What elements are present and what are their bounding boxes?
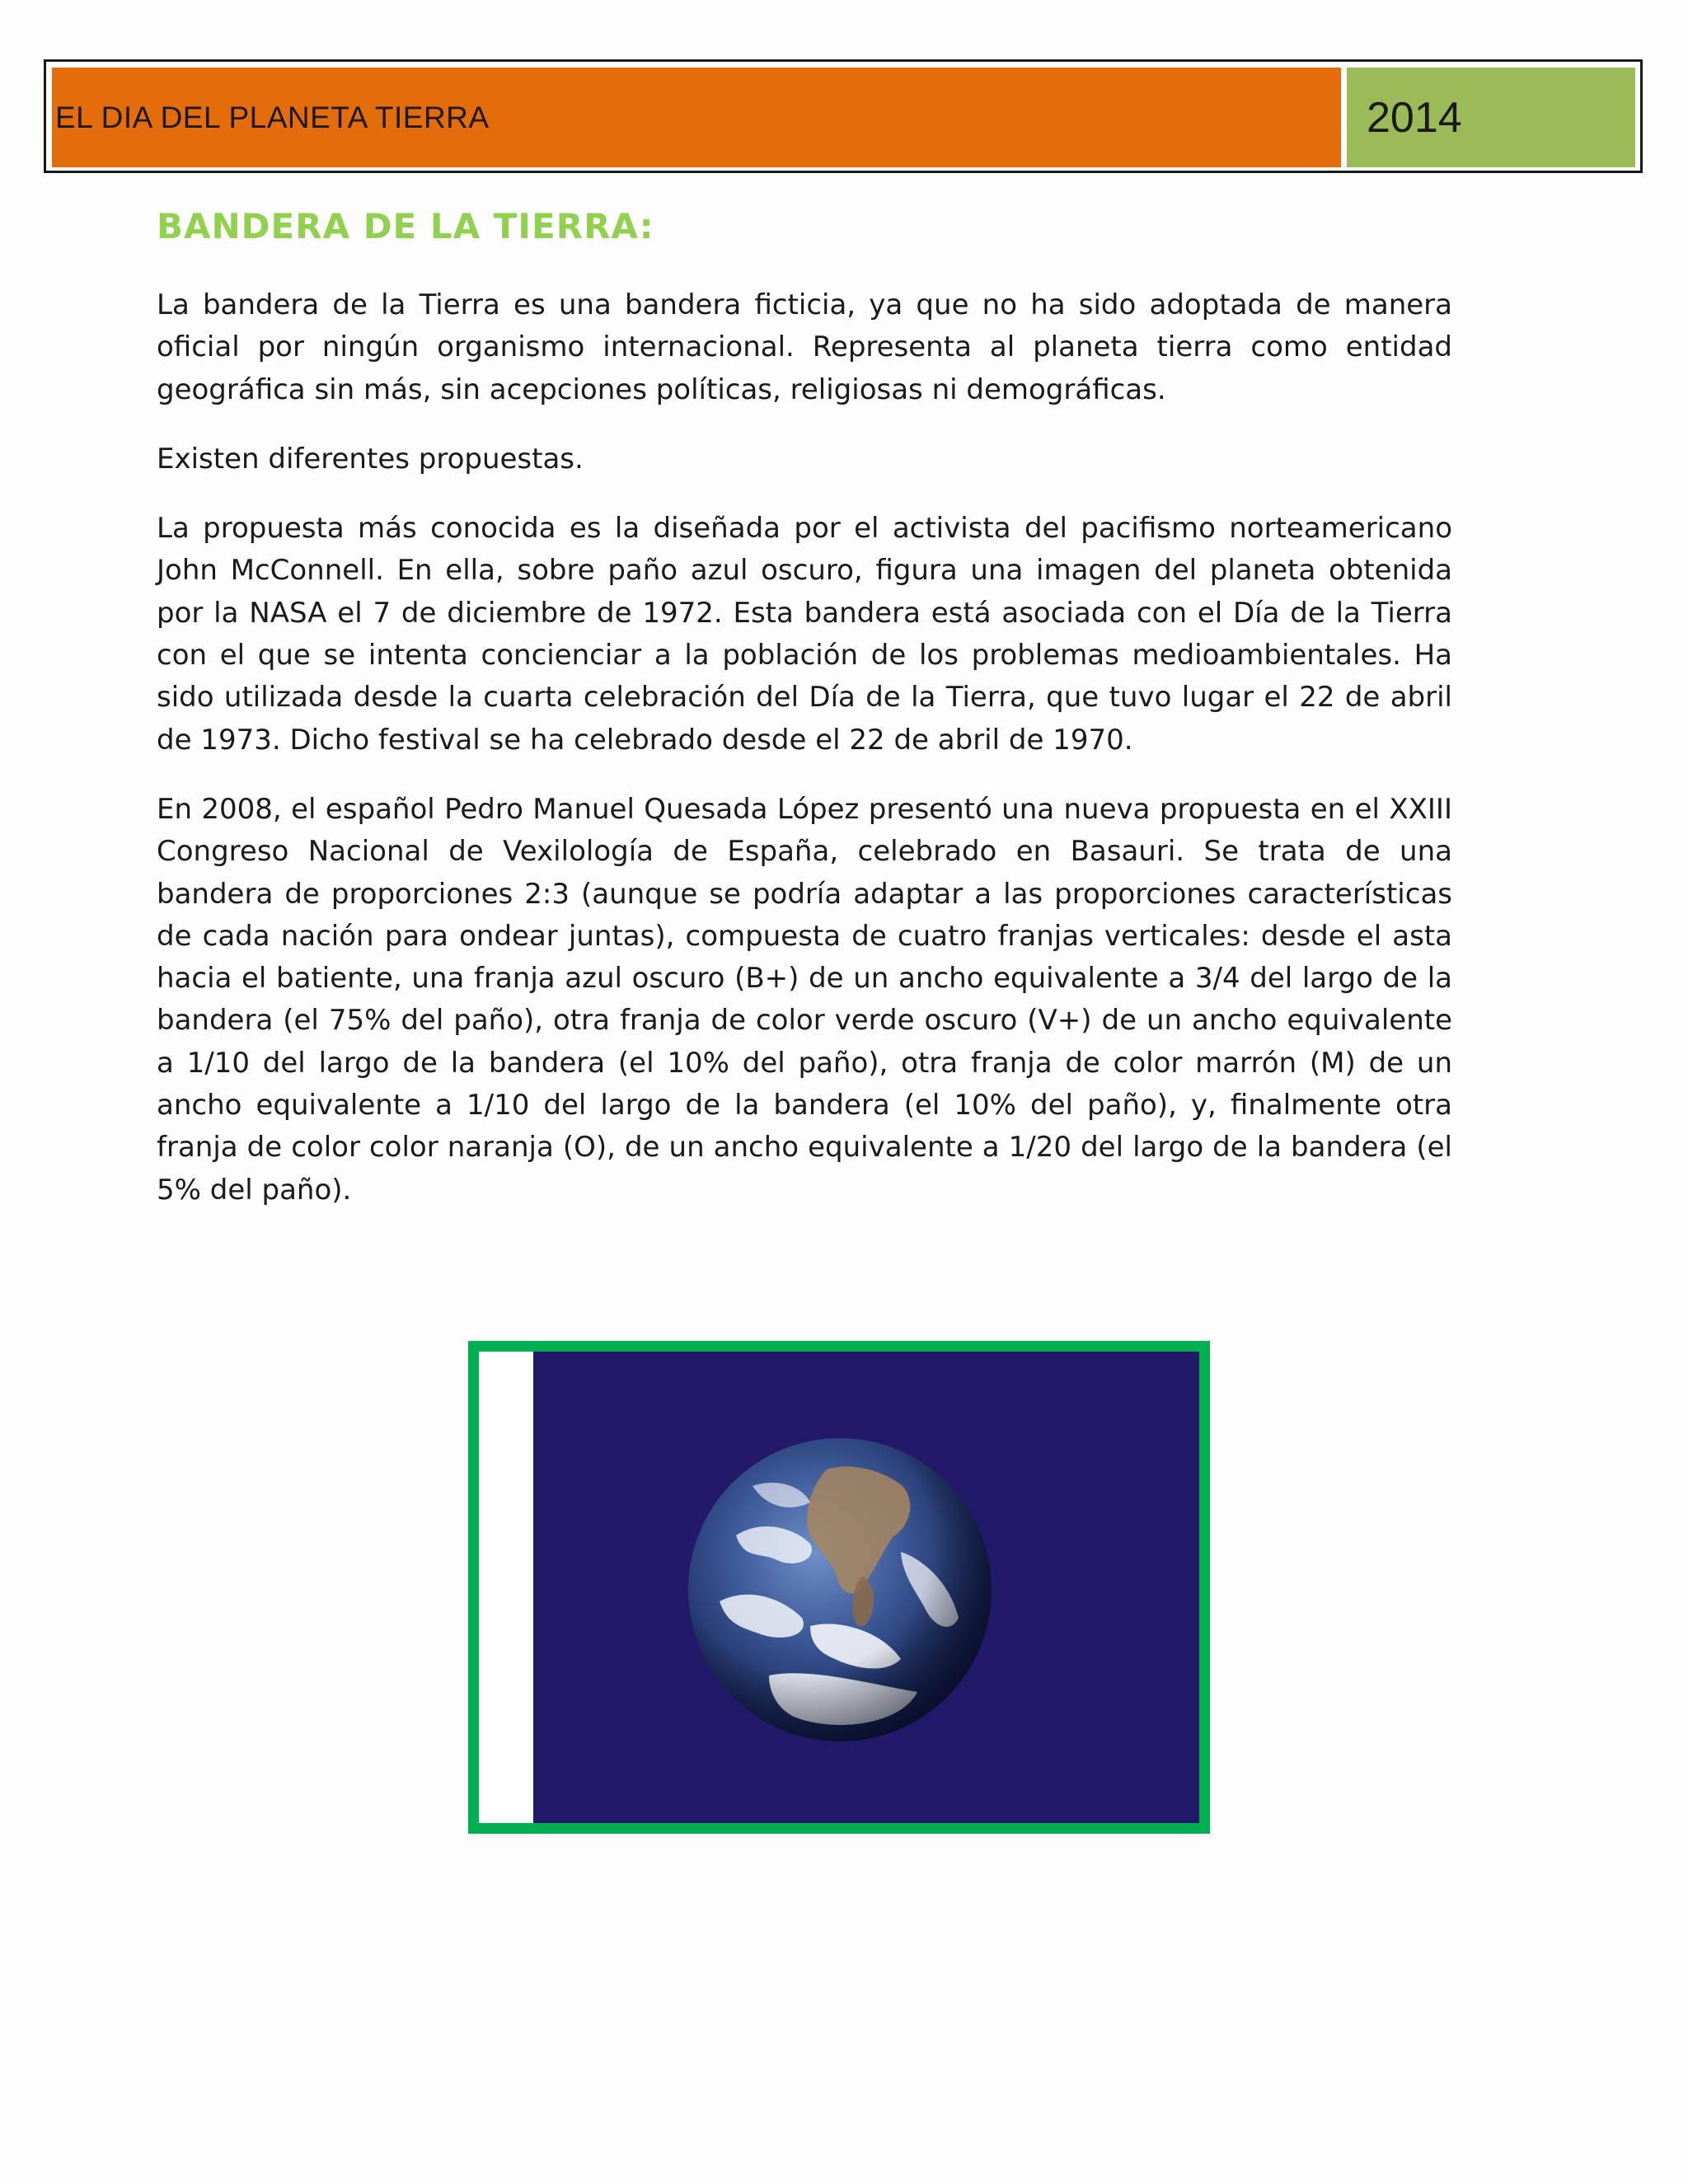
section-heading: BANDERA DE LA TIERRA:	[157, 206, 654, 246]
flag-cloth	[533, 1352, 1199, 1823]
body-text	[157, 284, 1452, 1239]
paragraph-definition: La bandera de la Tierra es una bandera ficticia, ya que no ha sido adoptada de manera oficial por ningún organismo internacional. Representa al planeta tierra como entidad geográfica sin más, sin acepciones políticas, religiosas ni demográficas.	[157, 288, 1452, 406]
document-year: 2014	[1367, 93, 1462, 142]
paragraph-mcconnell: La propuesta más conocida es la diseñada por el activista del pacifismo norteamericano John McConnell. En ella, sobre paño azul oscuro, figura una imagen del planeta obtenida por la NASA el 7 de diciembre de 1972. Esta bandera está asociada con el Día de la Tierra con el que se intenta concienciar a la población de los problemas medioambientales. Ha sido utilizada desde la cuarta celebración del Día de la Tierra, que tuvo lugar el 22 de abril de 1973. Dicho festival se ha celebrado desde el 22 de abril de 1970.	[157, 512, 1452, 757]
earth-flag-figure	[468, 1341, 1210, 1834]
paragraph-quesada: En 2008, el español Pedro Manuel Quesada López presentó una nueva propuesta en el XXIII Congreso Nacional de Vexilología de España, celebrado en Basauri. Se trata de una bandera de proporciones 2:3 (aunque se podría adaptar a las proporciones características de cada nación para ondear juntas), compuesta de cuatro franjas verticales: desde el asta hacia el batiente, una franja azul oscuro (B+) de un ancho equivalente a 3/4 del largo de la bandera (el 75% del paño), otra franja de color verde oscuro (V+) de un ancho equivalente a 1/10 del largo de la bandera (el 10% del paño), otra franja de color marrón (M) de un ancho equivalente a 1/10 del largo de la bandera (el 10% del paño), y, finalmente otra franja de color color naranja (O), de un ancho equivalente a 1/20 del largo de la bandera (el 5% del paño).	[157, 792, 1452, 1207]
earth-globe-icon	[687, 1436, 993, 1743]
flag-hoist-strip	[479, 1352, 1199, 1823]
header-title-box	[52, 68, 1341, 167]
paragraph-proposals: Existen diferentes propuestas.	[157, 442, 584, 476]
header-year-box	[1347, 68, 1635, 167]
document-title: EL DIA DEL PLANETA TIERRA	[55, 100, 490, 134]
